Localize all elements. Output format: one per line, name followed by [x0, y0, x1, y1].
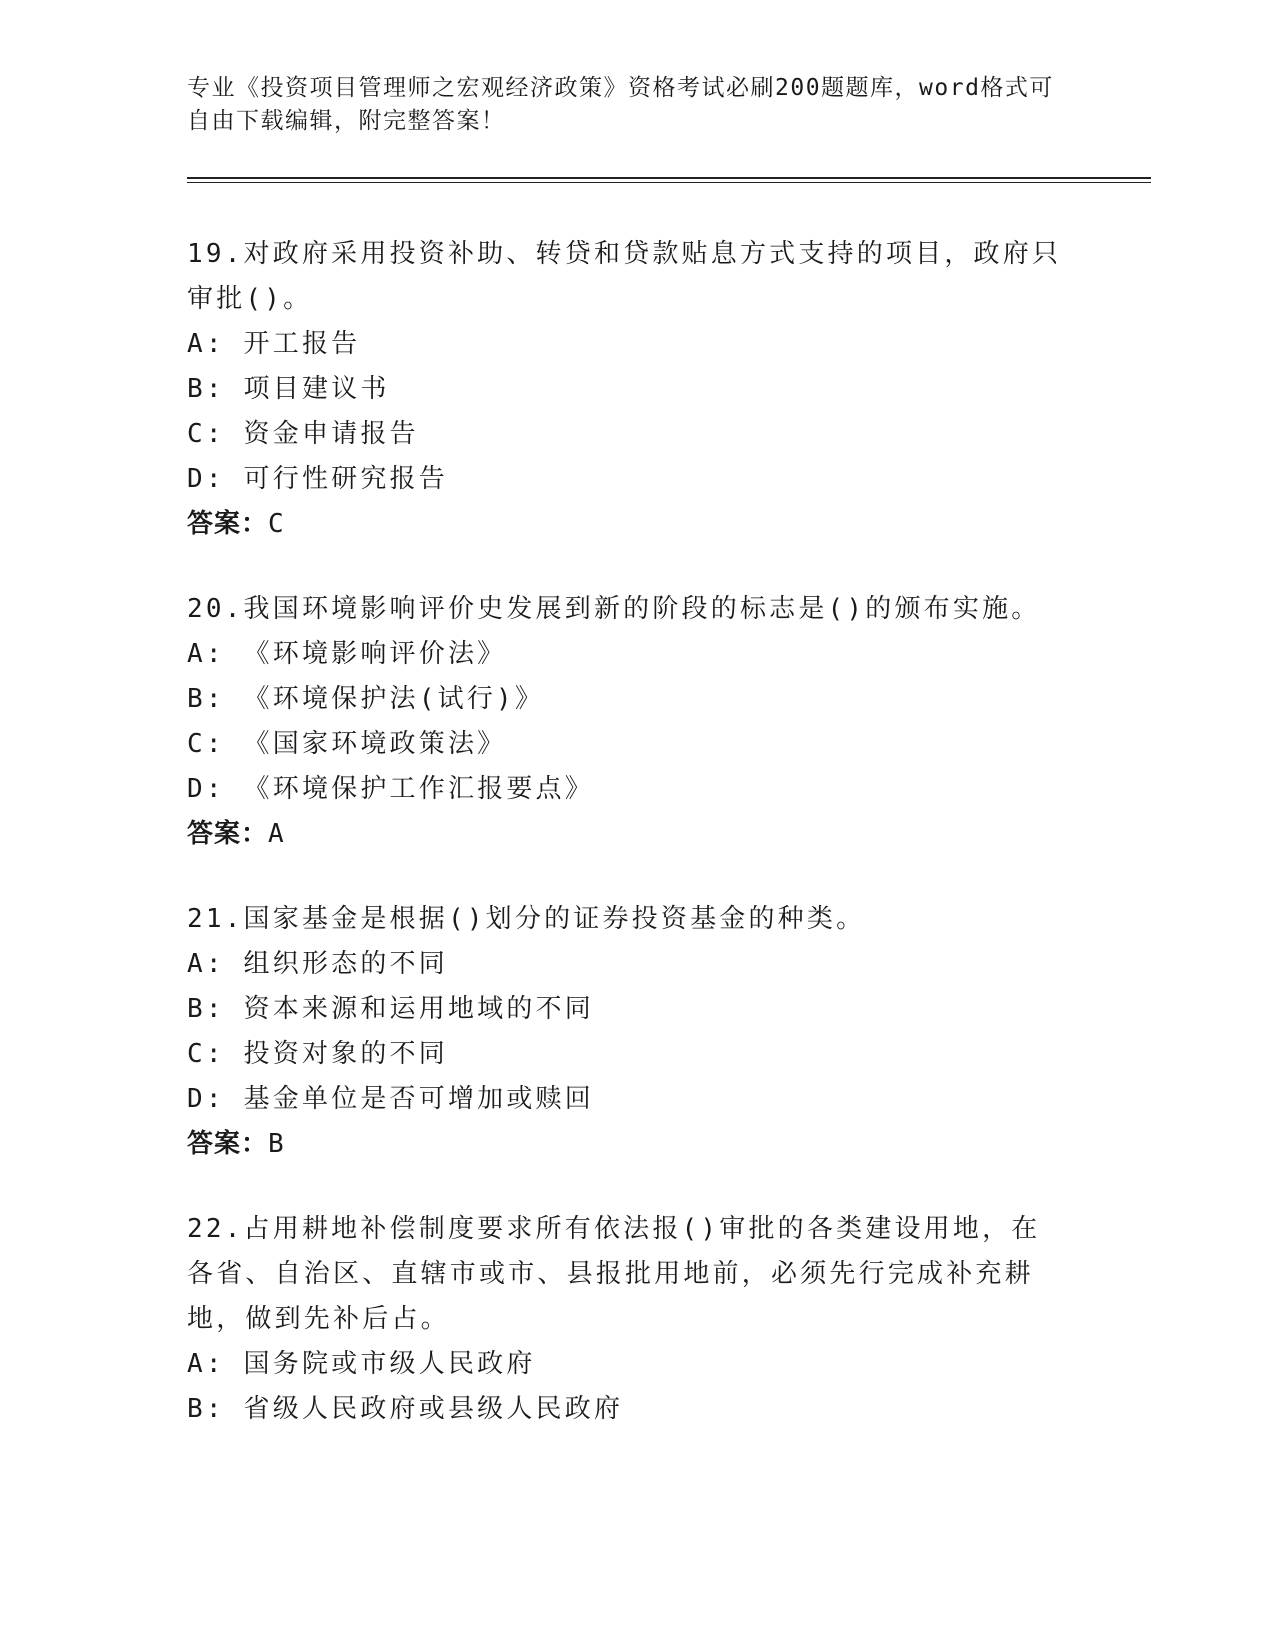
option-b: B: 省级人民政府或县级人民政府 — [187, 1394, 624, 1424]
answer-value: A — [268, 819, 285, 849]
header-divider-thick — [187, 177, 1151, 179]
option-d: D: 可行性研究报告 — [187, 464, 448, 494]
question-stem: 19.对政府采用投资补助、转贷和贷款贴息方式支持的项目，政府只审批()。 — [187, 239, 1062, 314]
option-c: C: 资金申请报告 — [187, 419, 419, 449]
question-stem: 20.我国环境影响评价史发展到新的阶段的标志是()的颁布实施。 — [187, 594, 1041, 624]
question-21 — [187, 897, 1067, 1167]
document-header — [187, 72, 1067, 138]
answer-label: 答案： — [187, 509, 269, 539]
answer-value: C — [268, 509, 285, 539]
answer-value: B — [268, 1129, 285, 1159]
option-c: C: 《国家环境政策法》 — [187, 729, 507, 759]
question-20 — [187, 587, 1067, 857]
option-b: B: 项目建议书 — [187, 374, 390, 404]
option-d: D: 基金单位是否可增加或赎回 — [187, 1084, 594, 1114]
answer-line — [187, 1122, 1067, 1167]
option-a: A: 组织形态的不同 — [187, 949, 448, 979]
question-list — [187, 232, 1067, 1472]
option-b: B: 资本来源和运用地域的不同 — [187, 994, 594, 1024]
answer-line — [187, 502, 1067, 547]
question-19 — [187, 232, 1067, 547]
answer-label: 答案： — [187, 1129, 269, 1159]
question-stem: 21.国家基金是根据()划分的证券投资基金的种类。 — [187, 904, 866, 934]
answer-line — [187, 812, 1067, 857]
header-divider-thin — [187, 182, 1151, 183]
question-stem: 22.占用耕地补偿制度要求所有依法报()审批的各类建设用地，在各省、自治区、直辖市或市、县报批用地前，必须先行完成补充耕地，做到先补后占。 — [187, 1214, 1041, 1334]
option-b: B: 《环境保护法(试行)》 — [187, 684, 545, 714]
answer-label: 答案： — [187, 819, 269, 849]
question-22 — [187, 1207, 1067, 1432]
option-d: D: 《环境保护工作汇报要点》 — [187, 774, 594, 804]
header-line-1: 专业《投资项目管理师之宏观经济政策》资格考试必刷200题题库，word格式可 — [187, 75, 1054, 101]
option-a: A: 《环境影响评价法》 — [187, 639, 507, 669]
option-c: C: 投资对象的不同 — [187, 1039, 448, 1069]
option-a: A: 开工报告 — [187, 329, 361, 359]
header-line-2: 自由下载编辑，附完整答案！ — [187, 108, 506, 134]
option-a: A: 国务院或市级人民政府 — [187, 1349, 536, 1379]
